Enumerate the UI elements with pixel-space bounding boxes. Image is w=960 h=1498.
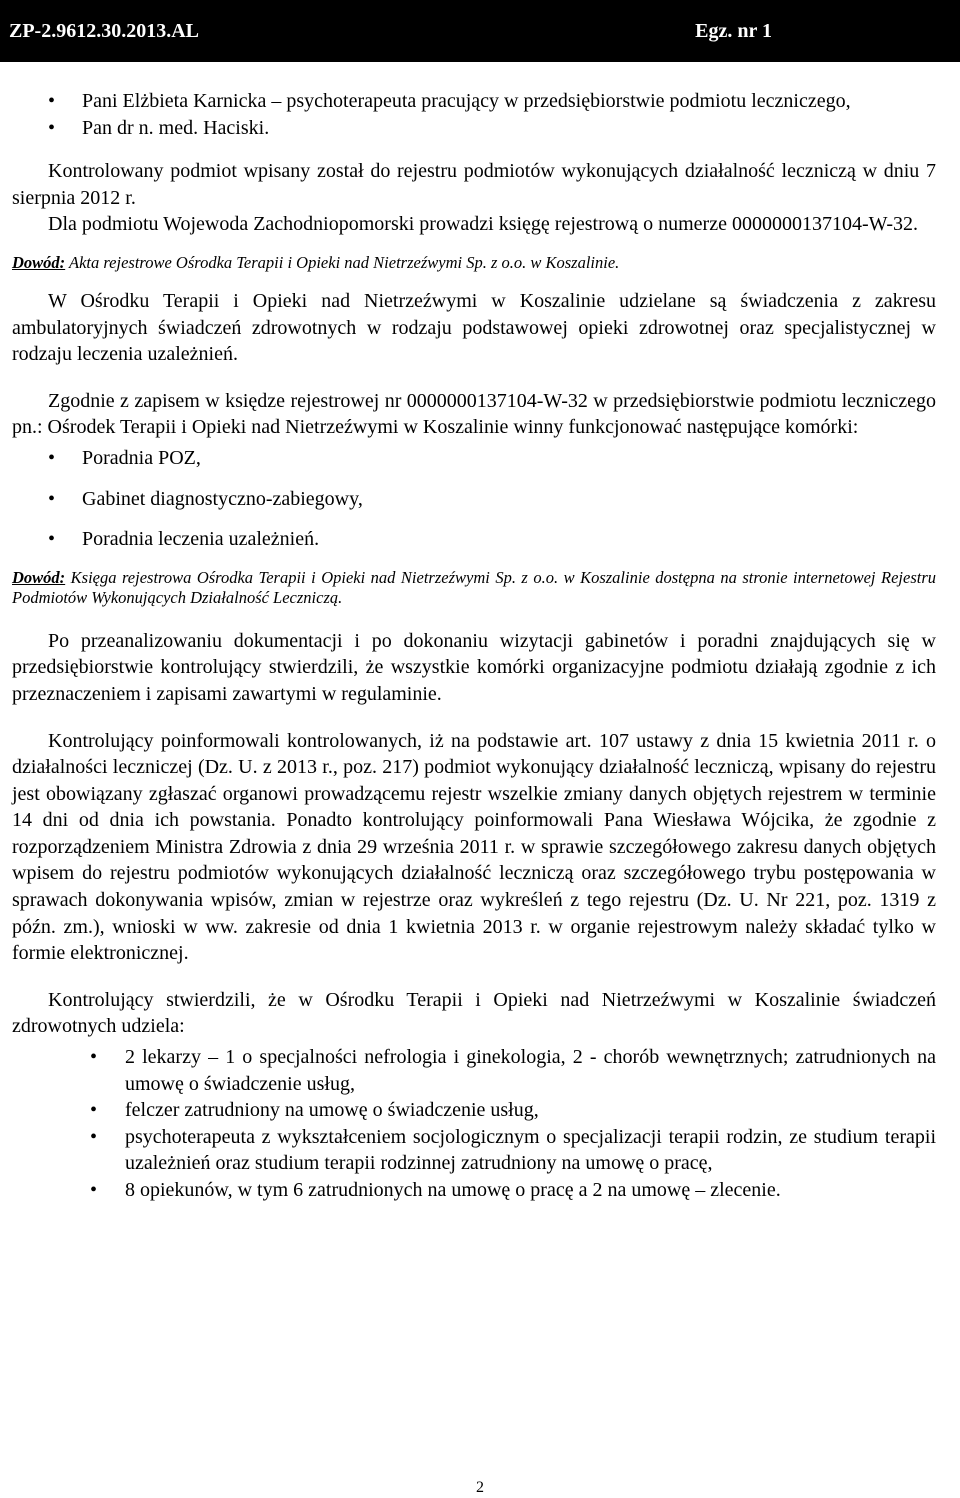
list-item: • Poradnia leczenia uzależnień. bbox=[12, 526, 936, 553]
paragraph-register: Kontrolowany podmiot wpisany został do rejestru podmiotów wykonujących działalność leczniczą w dniu 7 sierpnia 2012 r. bbox=[12, 160, 936, 209]
evidence-note-1 bbox=[12, 253, 936, 273]
staff-list bbox=[12, 1044, 936, 1204]
evidence-text: Księga rejestrowa Ośrodka Terapii i Opieki nad Nietrzeźwymi Sp. z o.o. w Koszalinie dostępna na stronie internetowej Rejestru Podmiotów Wykonujących Działalność Leczniczą. bbox=[12, 567, 936, 607]
list-item: • Gabinet diagnostyczno-zabiegowy, bbox=[12, 486, 936, 513]
list-item: • Poradnia POZ, bbox=[12, 445, 936, 472]
paragraph-analysis: Po przeanalizowaniu dokumentacji i po dokonaniu wizytacji gabinetów i poradni znajdujących się w przedsiębiorstwie kontrolujący stwierdzili, że wszystkie komórki organizacyjne podmiotu działają zgodnie z ich przeznaczeniem i zapisami zawartymi w regulaminie. bbox=[12, 629, 936, 705]
page-number: 2 bbox=[476, 1479, 484, 1496]
evidence-label: Dowód: bbox=[12, 252, 66, 272]
copy-number: Egz. nr 1 bbox=[695, 20, 772, 42]
paragraph-services: W Ośrodku Terapii i Opieki nad Nietrzeźwymi w Koszalinie udzielane są świadczenia z zakresu ambulatoryjnych świadczeń zdrowotnych w rodzaju podstawowej opieki zdrowotnej oraz specjalistycznej w rodzaju leczenia uzależnień. bbox=[12, 289, 936, 366]
persons-list bbox=[12, 88, 936, 141]
paragraph-informed: Kontrolujący poinformowali kontrolowanych, iż na podstawie art. 107 ustawy z dnia 15 kwietnia 2011 r. o działalności leczniczej (Dz. U. z 2013 r., poz. 217) podmiot wykonujący działalność leczniczą, wpisany do rejestru jest obowiązany zgłaszać organowi prowadzącemu rejestr wszelkie zmiany danych objętych rejestrem w terminie 14 dni od dnia ich powstania. Ponadto kontrolujący poinformowali Pana Wiesława Wójcika, że zgodnie z rozporządzeniem Ministra Zdrowia z dnia 29 września 2011 r. w sprawie szczegółowego zakresu danych objętych wpisem do rejestru podmiotów wykonujących działalność leczniczą oraz szczegółowego trybu postępowania w sprawach dokonywania wpisów, zmian w rejestrze oraz wykreśleń z tego rejestru (Dz. U. Nr 221, poz. 1319 z późn. zm.), wnioski w ww. zakresie od dnia 1 kwietnia 2013 r. w organie rejestrowym należy składać tylko w formie elektronicznej. bbox=[12, 729, 936, 965]
evidence-note-2 bbox=[12, 568, 936, 608]
document-header bbox=[0, 0, 960, 62]
paragraph-voivode: Dla podmiotu Wojewoda Zachodniopomorski prowadzi księgę rejestrową o numerze 0000000137104-W-32. bbox=[48, 213, 919, 236]
list-item: • psychoterapeuta z wykształceniem socjologicznym o specjalizacji terapii rodzin, ze studium terapii uzależnień oraz studium terapii rodzinnej zatrudniony na umowę o pracę, bbox=[12, 1124, 936, 1177]
list-item: • 8 opiekunów, w tym 6 zatrudnionych na umowę o pracę a 2 na umowę – zlecenie. bbox=[12, 1177, 936, 1204]
paragraph-staff: Kontrolujący stwierdzili, że w Ośrodku Terapii i Opieki nad Nietrzeźwymi w Koszalinie świadczeń zdrowotnych udziela: bbox=[12, 988, 936, 1038]
list-item: • Pan dr n. med. Haciski. bbox=[12, 115, 936, 142]
paragraph-register-book: Zgodnie z zapisem w księdze rejestrowej nr 0000000137104-W-32 w przedsiębiorstwie podmiotu leczniczego pn.: Ośrodek Terapii i Opieki nad Nietrzeźwymi w Koszalinie winny funkcjonować następujące komórki: bbox=[12, 389, 936, 439]
document-body bbox=[12, 88, 936, 1204]
list-item: • felczer zatrudniony na umowę o świadczenie usług, bbox=[12, 1097, 936, 1124]
list-item: • 2 lekarzy – 1 o specjalności nefrologia i ginekologia, 2 - chorób wewnętrznych; zatrudnionych na umowę o świadczenie usług, bbox=[12, 1044, 936, 1097]
evidence-label: Dowód: bbox=[12, 567, 66, 587]
units-list bbox=[12, 445, 936, 553]
list-item: • Pani Elżbieta Karnicka – psychoterapeuta pracujący w przedsiębiorstwie podmiotu leczniczego, bbox=[12, 88, 936, 115]
evidence-text: Akta rejestrowe Ośrodka Terapii i Opieki nad Nietrzeźwymi Sp. z o.o. w Koszalinie. bbox=[65, 252, 620, 272]
document-id: ZP-2.9612.30.2013.AL bbox=[9, 20, 199, 42]
